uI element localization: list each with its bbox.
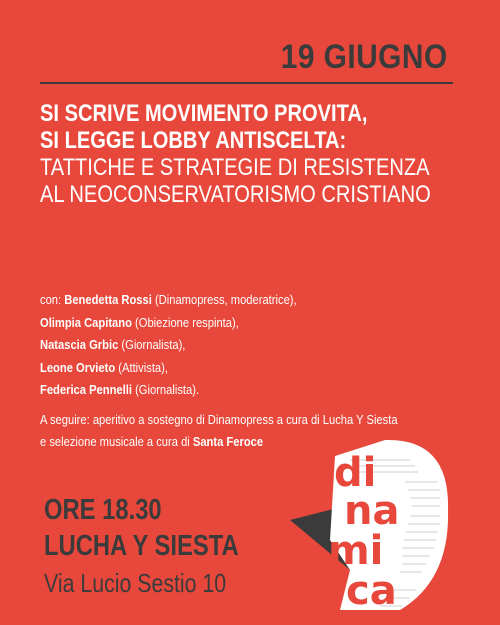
speakers-intro: con:: [40, 292, 65, 307]
speaker-item: [40, 312, 401, 335]
speaker-name: Natascia Grbic: [40, 337, 119, 352]
logo-letters-di: di: [334, 450, 377, 496]
subtitle-line-2: AL NEOCONSERVATORISMO CRISTIANO: [40, 181, 431, 208]
signal-dot-icon: [436, 454, 444, 462]
subtitle-line-1: TATTICHE E STRATEGIE DI RESISTENZA: [40, 154, 430, 181]
logo-letters-ca: ca: [346, 568, 397, 614]
speaker-item: [40, 289, 401, 312]
speaker-item: [40, 357, 401, 380]
speaker-name: Leone Orvieto: [40, 359, 116, 375]
speaker-name: Benedetta Rossi: [64, 292, 152, 307]
venue-block: [44, 492, 281, 602]
speaker-name: Olimpia Capitano: [40, 314, 132, 330]
event-time: ORE 18.30: [44, 494, 162, 526]
speaker-item: [40, 379, 401, 402]
dj-name: Santa Feroce: [192, 434, 264, 449]
venue-address: Via Lucio Sestio 10: [44, 568, 227, 598]
speaker-role: (Attivista),: [115, 359, 168, 375]
speaker-role: (Dinamopress, moderatrice),: [151, 292, 297, 307]
followup-line-1: A seguire: aperitivo a sostegno di Dinamopress a cura di Lucha Y Siesta: [40, 412, 398, 427]
speaker-role: (Giornalista),: [118, 337, 186, 352]
speaker-item: [40, 334, 401, 357]
signal-icon: [440, 428, 470, 458]
followup-prefix: e selezione musicale a cura di: [40, 434, 193, 449]
venue-name: LUCHA Y SIESTA: [44, 530, 239, 562]
logo-letters-na: na: [344, 488, 400, 534]
event-title: [40, 100, 460, 208]
title-line-2: SI LEGGE LOBBY ANTISCELTA:: [40, 127, 347, 154]
speaker-name: Federica Pennelli: [40, 382, 132, 397]
header-rule: [40, 82, 453, 84]
speaker-role: (Giornalista).: [131, 382, 200, 397]
logo-letters-mi: mi: [328, 528, 384, 574]
speakers-list: [40, 289, 460, 402]
dinamica-logo: [290, 420, 490, 620]
event-date: 19 GIUGNO: [281, 38, 448, 76]
speaker-role: (Obiezione respinta),: [131, 314, 239, 330]
title-line-1: SI SCRIVE MOVIMENTO PROVITA,: [40, 100, 368, 127]
